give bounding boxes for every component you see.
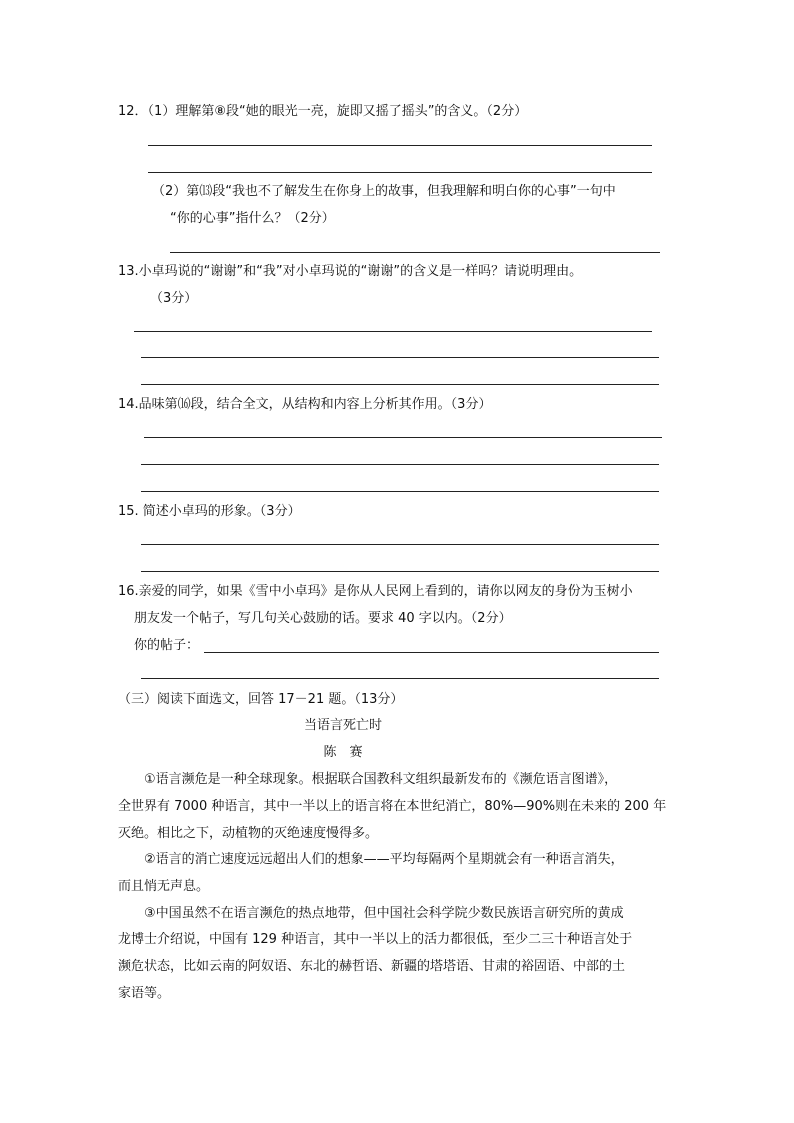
answer-line[interactable]	[134, 331, 652, 332]
answer-line[interactable]	[144, 437, 662, 438]
answer-line[interactable]	[141, 571, 659, 572]
q12-part2-line2: “你的心事”指什么？（2分）	[170, 211, 335, 226]
answer-line[interactable]	[148, 145, 652, 146]
q16-line1: 16.亲爱的同学，如果《雪中小卓玛》是你从人民网上看到的，请你以网友的身份为玉树小	[118, 584, 633, 599]
paragraph-2-line-1: ②语言的消亡速度远远超出人们的想象——平均每隔两个星期就会有一种语言消失，	[144, 852, 624, 867]
answer-line[interactable]	[141, 384, 659, 385]
answer-line[interactable]	[148, 172, 652, 173]
answer-line[interactable]	[141, 678, 659, 679]
section3-heading: （三）阅读下面选文，回答 17－21 题。（13分）	[118, 692, 404, 707]
answer-line[interactable]	[141, 357, 659, 358]
q14-text: 14.品味第⒃段，结合全文，从结构和内容上分析其作用。（3分）	[118, 397, 492, 412]
paragraph-3-line-4: 家语等。	[118, 986, 171, 1001]
paragraph-2-line-2: 而且悄无声息。	[118, 879, 210, 894]
q13-line1: 13.小卓玛说的“谢谢”和“我”对小卓玛说的“谢谢”的含义是一样吗？请说明理由。	[118, 264, 583, 279]
q12-part1: 12．（1）理解第⑧段“她的眼光一亮，旋即又摇了摇头”的含义。（2分）	[118, 104, 528, 119]
post-answer-line[interactable]	[204, 652, 659, 653]
paragraph-3-line-1: ③中国虽然不在语言濒危的热点地带，但中国社会科学院少数民族语言研究所的黄成	[144, 906, 624, 921]
article-author: 陈 赛	[323, 745, 363, 760]
answer-line[interactable]	[141, 544, 659, 545]
answer-line[interactable]	[170, 252, 660, 253]
q13-line2: （3分）	[150, 291, 198, 306]
paragraph-3-line-3: 濒危状态，比如云南的阿奴语、东北的赫哲语、新疆的塔塔语、甘肃的裕固语、中部的土	[118, 959, 626, 974]
q16-post-label: 你的帖子：	[134, 638, 200, 653]
paragraph-1-line-3: 灭绝。相比之下，动植物的灭绝速度慢得多。	[118, 826, 379, 841]
answer-line[interactable]	[141, 491, 659, 492]
paragraph-1-line-1: ①语言濒危是一种全球现象。根据联合国教科文组织最新发布的《濒危语言图谱》，	[144, 772, 618, 787]
paragraph-1-line-2: 全世界有 7000 种语言，其中一半以上的语言将在本世纪消亡，80%—90%则在未来的 200 年	[118, 799, 667, 814]
article-title: 当语言死亡时	[303, 718, 382, 733]
paragraph-3-line-2: 龙博士介绍说，中国有 129 种语言，其中一半以上的活力都很低，至少二三十种语言处于	[118, 932, 633, 947]
q12-part2-line1: （2）第⒀段“我也不了解发生在你身上的故事，但我理解和明白你的心事”一句中	[152, 184, 616, 199]
q15-text: 15. 简述小卓玛的形象。（3分）	[118, 504, 301, 519]
q16-line2: 朋友发一个帖子，写几句关心鼓励的话。要求 40 字以内。（2分）	[134, 611, 512, 626]
answer-line[interactable]	[141, 464, 659, 465]
